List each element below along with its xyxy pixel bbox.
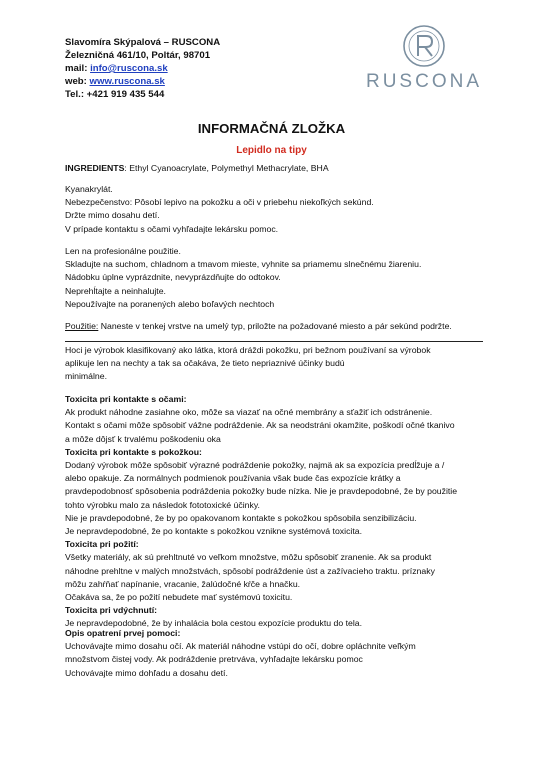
- page-title: INFORMAČNÁ ZLOŽKA: [197, 121, 346, 136]
- section-divider: [65, 341, 483, 342]
- ingestion-toxicity-line: Očakáva sa, že po požití nebudete mať systémovú toxicitu.: [65, 592, 293, 603]
- web-link[interactable]: www.ruscona.sk: [89, 76, 165, 87]
- company-phone: Tel.: +421 919 435 544: [65, 89, 165, 100]
- usage-note-line: Skladujte na suchom, chladnom a tmavom mieste, vyhnite sa priamemu slnečnému žiareniu.: [65, 259, 422, 270]
- mail-label: mail:: [65, 63, 91, 74]
- company-name: Slavomíra Skýpalová – RUSCONA: [65, 37, 221, 48]
- ruscona-logo: [365, 24, 483, 92]
- usage-note-line: Neprehĺtajte a neinhalujte.: [65, 285, 166, 296]
- warning-line: Nebezpečenstvo: Pôsobí lepivo na pokožku a oči v priebehu niekoľkých sekúnd.: [65, 197, 374, 208]
- usage-text: Naneste v tenkej vrstve na umelý typ, priložte na požadované miesto a pár sekúnd podržte.: [98, 321, 452, 331]
- warning-line: V prípade kontaktu s očami vyhľadajte lekársku pomoc.: [65, 223, 279, 234]
- toxicity-block: [65, 393, 485, 631]
- company-address: Železničná 461/10, Poltár, 98701: [65, 50, 211, 61]
- inhalation-toxicity-line: Je nepravdepodobné, že by inhalácia bola cestou expozície produktu do tela.: [65, 618, 363, 629]
- web-row: [65, 75, 220, 88]
- usage-note-line: Nepoužívajte na poranených alebo boľavých nechtoch: [65, 298, 275, 309]
- first-aid-heading: Opis opatrení prvej pomoci:: [65, 628, 181, 638]
- warning-line: Držte mimo dosahu detí.: [65, 210, 160, 221]
- skin-toxicity-line: Nie je pravdepodobné, že by po opakovanom kontakte s pokožkou spôsobila senzibilizáciu.: [65, 512, 417, 523]
- logo-text: RUSCONA: [365, 71, 482, 92]
- ingestion-toxicity-line: môžu zahŕňať napínanie, vracanie, žalúdočné kŕče a hnačku.: [65, 578, 301, 589]
- usage-notes-block: [65, 245, 485, 311]
- classification-line: aplikuje len na nechty a tak sa očakáva, že tieto nepriaznivé účinky budú: [65, 358, 345, 369]
- ingestion-toxicity-line: náhodne prehltne v malých množstvách, spôsobí podráždenie úst a zažívacieho traktu. príznaky: [65, 565, 435, 576]
- ingredients-line: [65, 162, 485, 175]
- skin-toxicity-line: tohto výrobku malo za následok fototoxické účinky.: [65, 499, 260, 510]
- ingestion-toxicity-heading: Toxicita pri požití:: [65, 539, 139, 550]
- ingestion-toxicity-line: Všetky materiály, ak sú prehltnuté vo veľkom množstve, môžu spôsobiť zranenie. Ak sa produkt: [65, 552, 432, 563]
- eyes-toxicity-heading: Toxicita pri kontakte s očami:: [65, 394, 187, 404]
- skin-toxicity-line: Dodaný výrobok môže spôsobiť výrazné podráždenie pokožky, najmä ak sa expozícia predĺžuje a /: [65, 460, 445, 471]
- eyes-toxicity-line: Kontakt s očami môže spôsobiť vážne podráždenie. Ak sa neodstráni okamžite, poškodí očné tkanivo: [65, 420, 455, 431]
- first-aid-line: Uchovávajte mimo dohľadu a dosahu detí.: [65, 667, 228, 678]
- inhalation-toxicity-heading: Toxicita pri vdýchnutí:: [65, 605, 158, 616]
- product-subtitle: Lepidlo na tipy: [236, 145, 307, 156]
- eyes-toxicity-line: a môže dôjsť k trvalému poškodeniu oka: [65, 433, 221, 444]
- mail-row: [65, 62, 220, 75]
- warning-line: Kyanakrylát.: [65, 184, 113, 194]
- web-label: web:: [65, 76, 90, 87]
- skin-toxicity-heading: Toxicita pri kontakte s pokožkou:: [65, 446, 202, 457]
- warnings-block: [65, 183, 485, 236]
- ingredients-label: INGREDIENTS: [65, 163, 125, 173]
- first-aid-line: množstvom čistej vody. Ak podráždenie pretrváva, vyhľadajte lekársku pomoc: [65, 654, 363, 665]
- mail-link[interactable]: info@ruscona.sk: [90, 63, 168, 74]
- ingredients-text: : Ethyl Cyanoacrylate, Polymethyl Methacrylate, BHA: [124, 163, 329, 173]
- first-aid-block: [65, 627, 485, 680]
- usage-note-line: Len na profesionálne použitie.: [65, 246, 181, 256]
- usage-note-line: Nádobku úplne vyprázdnite, nevyprázdňujte do odtokov.: [65, 272, 281, 283]
- usage-label: Použitie:: [65, 321, 99, 331]
- first-aid-line: Uchovávajte mimo dosahu očí. Ak materiál náhodne vstúpi do očí, dobre opláchnite veľkým: [65, 641, 416, 652]
- usage-line: [65, 320, 485, 333]
- classification-line: minimálne.: [65, 371, 108, 382]
- skin-toxicity-line: alebo opakuje. Za normálnych podmienok používania však bude čas expozície krátky a: [65, 473, 401, 484]
- eyes-toxicity-line: Ak produkt náhodne zasiahne oko, môže sa viazať na očné membrány a sťažiť ich odstránenie.: [65, 407, 433, 418]
- classification-line: Hoci je výrobok klasifikovaný ako látka, ktorá dráždi pokožku, pri bežnom používaní sa výrobok: [65, 345, 431, 355]
- company-header: [65, 36, 220, 101]
- skin-toxicity-line: Je nepravdepodobné, že po kontakte s pokožkou vznikne systémová toxicita.: [65, 526, 362, 537]
- skin-toxicity-line: pravdepodobnosť spôsobenia podráždenia pokožky bude nízka. Nie je pravdepodobné, že by použitie: [65, 486, 458, 497]
- classification-block: [65, 344, 485, 384]
- ruscona-r-emblem-icon: [365, 24, 483, 70]
